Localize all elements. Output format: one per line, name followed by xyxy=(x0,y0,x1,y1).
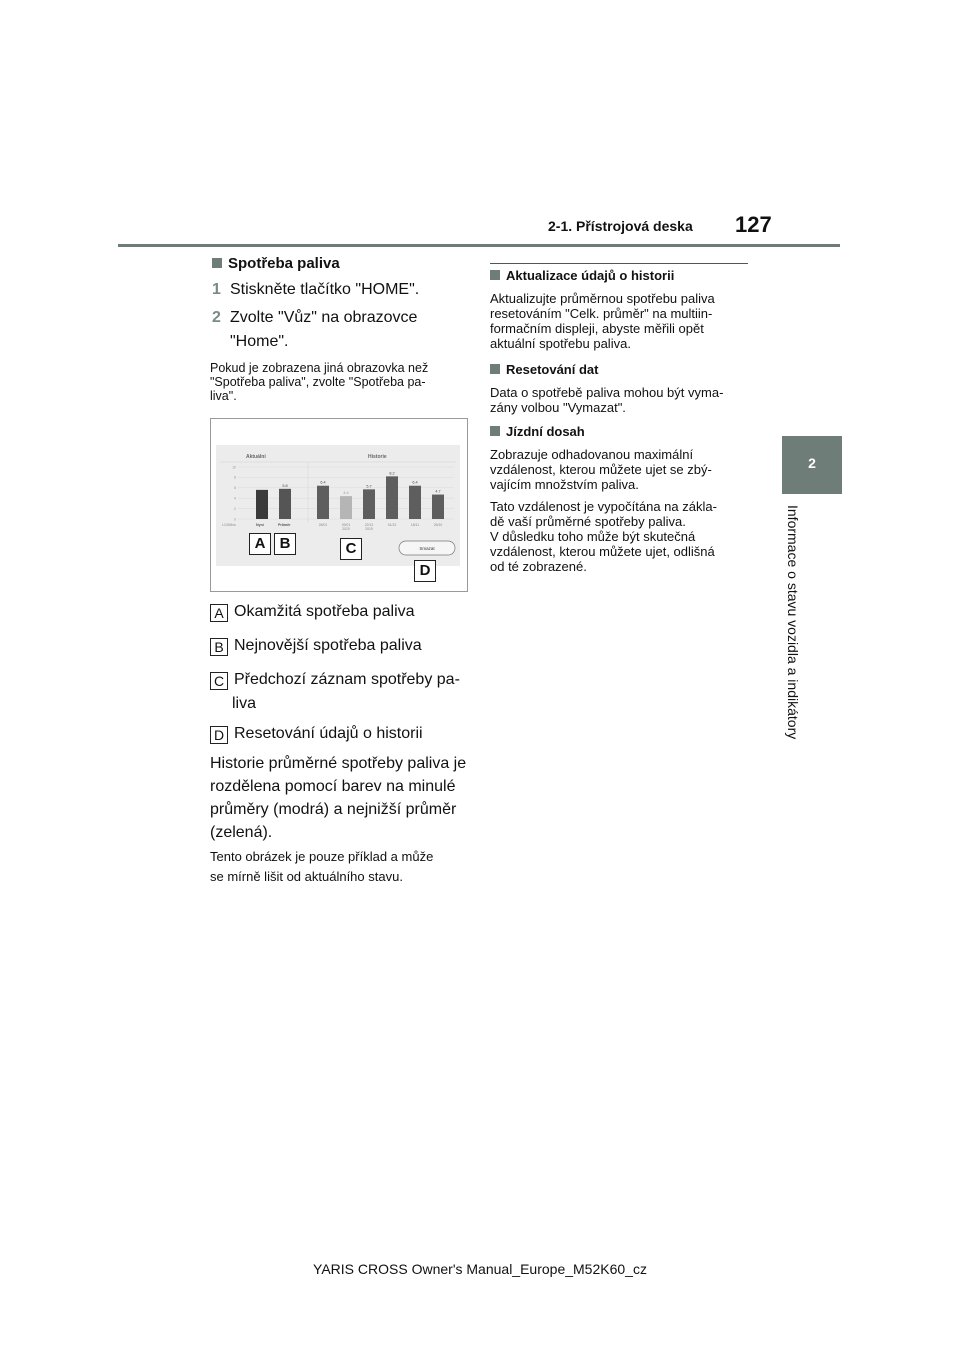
right-column-rule xyxy=(490,263,748,264)
history-bar xyxy=(409,486,421,519)
disclaimer-line: se mírně lišit od aktuálního stavu. xyxy=(210,869,403,884)
reset-button-label: Smazat xyxy=(419,546,435,551)
step-text: Stiskněte tlačítko "HOME". xyxy=(230,281,420,298)
average-value-label: 5.8 xyxy=(282,483,288,488)
square-bullet-icon xyxy=(490,364,500,374)
fuel-heading-text: Spotřeba paliva xyxy=(228,255,340,272)
header-divider xyxy=(118,244,840,247)
range-detail-line: Tato vzdálenost je vypočítána na zákla- xyxy=(490,499,717,514)
avg-label: Průměr xyxy=(278,523,291,527)
chapter-tab-title: Informace o stavu vozidla a indikátory xyxy=(785,505,801,740)
callout-d: D xyxy=(414,560,436,582)
reset-data-title: Resetování dat xyxy=(506,362,599,377)
callout-a: A xyxy=(249,533,271,555)
range-detail-line: od té zobrazené. xyxy=(490,559,587,574)
legend-item-b xyxy=(210,634,422,658)
history-line: Historie průměrné spotřeby paliva je xyxy=(210,755,467,772)
history-update-line: Aktualizujte průměrnou spotřebu paliva xyxy=(490,291,715,306)
legend-letter: C xyxy=(210,672,228,690)
history-value-label: 8.2 xyxy=(389,471,395,476)
fuel-heading xyxy=(212,255,340,272)
reset-data-line: zány volbou "Vymazat". xyxy=(490,400,626,415)
average-bar xyxy=(279,489,291,519)
history-date-label: 18/11 xyxy=(410,523,420,527)
legend-letter: A xyxy=(210,604,228,622)
legend-letter: D xyxy=(210,726,228,744)
history-update-heading xyxy=(490,268,674,283)
legend-item-a xyxy=(210,600,415,624)
legend-text: Resetování údajů o historii xyxy=(234,725,423,742)
legend-text: Nejnovější spotřeba paliva xyxy=(234,637,422,654)
legend-item-c xyxy=(210,668,460,692)
step-1 xyxy=(212,278,419,302)
step-text: Zvolte "Vůz" na obrazovce xyxy=(230,309,418,326)
current-bar xyxy=(256,490,268,519)
history-value-label: 6.4 xyxy=(412,480,418,485)
history-date-label: 01/12 xyxy=(387,523,397,527)
y-tick-label: 4 xyxy=(234,496,236,501)
history-bar xyxy=(340,496,352,519)
history-value-label: 4.4 xyxy=(343,491,349,496)
square-bullet-icon xyxy=(212,258,222,268)
reset-data-line: Data o spotřebě paliva mohou být vyma- xyxy=(490,385,724,400)
history-line: rozdělena pomocí barev na minulé xyxy=(210,778,456,795)
history-line: průměry (modrá) a nejnižší průměr xyxy=(210,801,457,818)
range-detail-line: vzdálenost, kterou můžete ujet, odlišná xyxy=(490,544,715,559)
range-detail-line: V důsledku toho může být skutečná xyxy=(490,529,696,544)
history-value-label: 6.4 xyxy=(320,480,326,485)
unit-label: L/100km xyxy=(222,523,236,527)
legend-item-d xyxy=(210,722,423,746)
history-update-title: Aktualizace údajů o historii xyxy=(506,268,675,283)
history-update-line: formačním displeji, abyste měřili opět xyxy=(490,321,704,336)
history-update-line: aktuální spotřebu paliva. xyxy=(490,336,631,351)
y-tick-label: 6 xyxy=(234,486,236,491)
range-line: vajícím množstvím paliva. xyxy=(490,477,639,492)
history-date-label: 26/10 xyxy=(433,523,443,527)
y-tick-label: 0 xyxy=(234,517,236,522)
y-tick-label: 8 xyxy=(234,475,236,480)
history-bar xyxy=(432,495,444,519)
legend-item-c-continued: liva xyxy=(232,695,257,712)
legend-text: Předchozí záznam spotřeby pa- xyxy=(234,671,460,688)
callout-b: B xyxy=(274,533,296,555)
now-label: Nyní xyxy=(256,523,264,527)
history-date-label: 22/12 xyxy=(364,523,374,527)
step-2 xyxy=(212,306,417,330)
square-bullet-icon xyxy=(490,426,500,436)
step-number: 1 xyxy=(212,281,221,298)
history-date-label: 26/01 xyxy=(318,523,328,527)
history-update-line: resetováním "Celk. průměr" na multiin- xyxy=(490,306,713,321)
step-number: 2 xyxy=(212,309,221,326)
page-number: 127 xyxy=(735,212,772,237)
reset-data-heading xyxy=(490,362,598,377)
history-bar xyxy=(386,476,398,519)
fuel-screen-figure xyxy=(210,418,468,592)
range-title: Jízdní dosah xyxy=(506,424,585,439)
history-value-label: 5.7 xyxy=(366,484,372,489)
section-title: 2-1. Přístrojová deska xyxy=(548,218,693,234)
tab-history: Historie xyxy=(368,454,387,460)
legend-text: Okamžitá spotřeba paliva xyxy=(234,603,415,620)
note-line: Pokud je zobrazena jiná obrazovka než xyxy=(210,361,429,375)
history-date-label: 2020 xyxy=(342,527,350,531)
callout-c: C xyxy=(340,538,362,560)
note-line: liva". xyxy=(210,389,237,403)
y-tick-label: 10 xyxy=(232,465,236,470)
history-bar xyxy=(363,489,375,519)
legend-letter: B xyxy=(210,638,228,656)
range-heading xyxy=(490,424,585,439)
disclaimer-line: Tento obrázek je pouze příklad a může xyxy=(210,849,434,864)
square-bullet-icon xyxy=(490,270,500,280)
history-bar xyxy=(317,486,329,519)
note-line: "Spotřeba paliva", zvolte "Spotřeba pa- xyxy=(210,375,426,389)
step-2-continued: "Home". xyxy=(230,333,289,350)
tab-current: Aktuální xyxy=(246,454,266,460)
range-line: Zobrazuje odhadovanou maximální xyxy=(490,447,694,462)
history-date-label: 2019 xyxy=(365,527,373,531)
chapter-tab-number: 2 xyxy=(808,455,816,471)
history-date-label: 09/01 xyxy=(341,523,351,527)
range-line: vzdálenost, kterou můžete ujet se zbý- xyxy=(490,462,712,477)
range-detail-line: dě vaší průměrné spotřeby paliva. xyxy=(490,514,686,529)
y-tick-label: 2 xyxy=(234,506,236,511)
history-line: (zelená). xyxy=(210,824,273,841)
footer-text: YARIS CROSS Owner's Manual_Europe_M52K60_cz xyxy=(313,1261,647,1277)
history-value-label: 4.7 xyxy=(435,489,441,494)
